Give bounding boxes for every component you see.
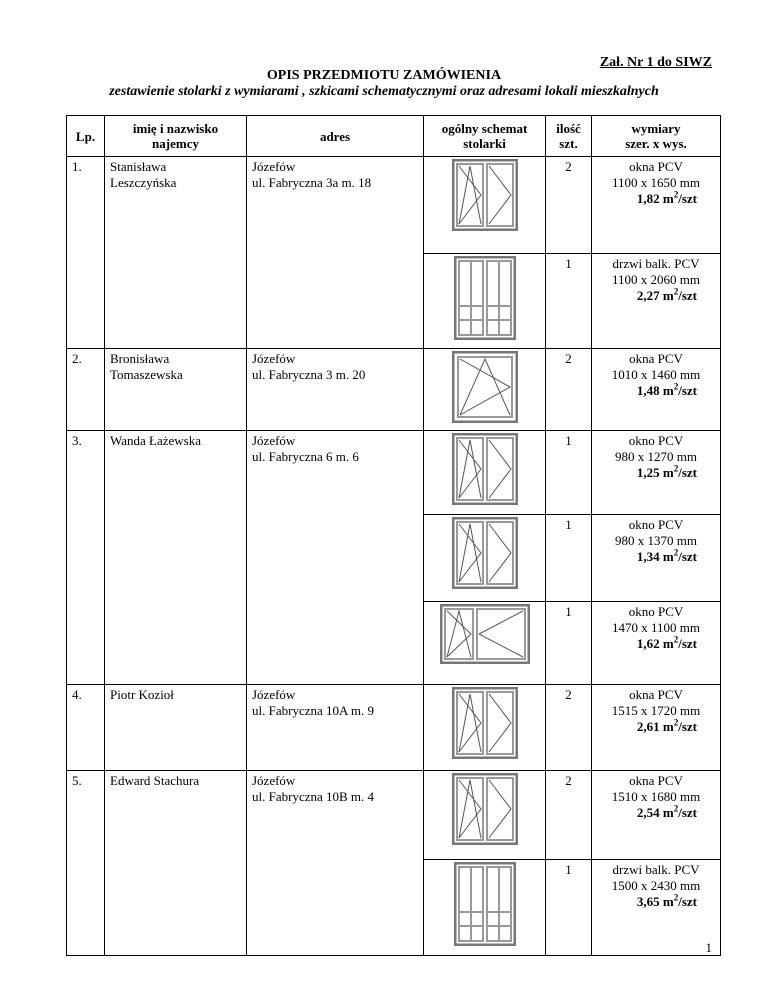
quantity: 2: [546, 685, 592, 771]
address: Józefów ul. Fabryczna 10B m. 4: [247, 771, 424, 956]
joinery-type: okno PCV: [628, 604, 684, 619]
joinery-size: 1510 x 1680 mm: [611, 789, 701, 804]
document-title: OPIS PRZEDMIOTU ZAMÓWIENIA: [266, 68, 502, 83]
tenant-name: Piotr Kozioł: [105, 685, 247, 771]
quantity: 1: [546, 602, 592, 685]
joinery-type: drzwi balk. PCV: [612, 256, 700, 271]
table-row: [67, 431, 721, 515]
header-dimensions: wymiary szer. x wys.: [592, 116, 721, 157]
table-header-row: [67, 116, 721, 157]
joinery-area: 1,25 $m^2$/szt: [636, 463, 697, 480]
joinery-size: 1010 x 1460 mm: [611, 367, 701, 382]
double-window-tilt-icon: [424, 515, 546, 602]
dimensions: [592, 771, 721, 860]
quantity: 1: [546, 254, 592, 349]
quantity: 1: [546, 431, 592, 515]
joinery-size: 1100 x 2060 mm: [612, 272, 700, 287]
page-number: 1: [705, 940, 712, 955]
dimensions: [592, 685, 721, 771]
table-body: [67, 157, 721, 956]
entry-number: 5.: [67, 771, 105, 956]
double-window-tilt-icon: [424, 685, 546, 771]
joinery-type: okno PCV: [628, 433, 684, 448]
dimensions: [592, 602, 721, 685]
balcony-door-icon: [424, 860, 546, 956]
double-window-tilt-icon: [424, 431, 546, 515]
header-scheme: ogólny schemat stolarki: [424, 116, 546, 157]
joinery-area: 1,82 $m^2$/szt: [636, 189, 697, 206]
joinery-type: okna PCV: [629, 351, 683, 366]
dimensions: [592, 431, 721, 515]
joinery-area: 1,62 $m^2$/szt: [636, 634, 697, 651]
address: Józefów ul. Fabryczna 10A m. 9: [247, 685, 424, 771]
dimensions: [592, 349, 721, 431]
address: Józefów ul. Fabryczna 6 m. 6: [247, 431, 424, 685]
header-name: imię i nazwisko najemcy: [105, 116, 247, 157]
joinery-area: 2,61 $m^2$/szt: [636, 717, 697, 734]
quantity: 2: [546, 157, 592, 254]
table-row: [67, 685, 721, 771]
joinery-size: 1470 x 1100 mm: [612, 620, 700, 635]
joinery-area: 2,27 $m^2$/szt: [636, 286, 697, 303]
joinery-type: okno PCV: [628, 517, 684, 532]
joinery-area: 1,48 $m^2$/szt: [636, 381, 697, 398]
joinery-type: drzwi balk. PCV: [612, 862, 700, 877]
joinery-size: 1515 x 1720 mm: [611, 703, 701, 718]
joinery-type: okna PCV: [629, 773, 683, 788]
address: Józefów ul. Fabryczna 3a m. 18: [247, 157, 424, 349]
quantity: 2: [546, 771, 592, 860]
entry-number: 1.: [67, 157, 105, 349]
table-row: [67, 349, 721, 431]
quantity: 2: [546, 349, 592, 431]
table-row: [67, 157, 721, 254]
entry-number: 4.: [67, 685, 105, 771]
dimensions: [592, 254, 721, 349]
joinery-area: 1,34 $m^2$/szt: [636, 547, 697, 564]
double-window-tilt-icon: [424, 771, 546, 860]
joinery-size: 980 x 1270 mm: [615, 449, 697, 464]
tenant-name: Wanda Łażewska: [105, 431, 247, 685]
tenant-name: Edward Stachura: [105, 771, 247, 956]
balcony-door-icon: [424, 254, 546, 349]
quantity: 1: [546, 515, 592, 602]
header-lp: Lp.: [67, 116, 105, 157]
joinery-type: okna PCV: [629, 159, 683, 174]
joinery-table: [66, 115, 721, 956]
document-subtitle: zestawienie stolarki z wymiarami , szkicami schematycznymi oraz adresami lokali mieszkalnych: [109, 84, 659, 99]
quantity: 1: [546, 860, 592, 956]
joinery-size: 1500 x 2430 mm: [611, 878, 701, 893]
wide-window-tilt-icon: [424, 602, 546, 685]
entry-number: 2.: [67, 349, 105, 431]
dimensions: [592, 157, 721, 254]
joinery-size: 980 x 1370 mm: [615, 533, 697, 548]
tenant-name: Stanisława Leszczyńska: [105, 157, 247, 349]
joinery-type: okna PCV: [629, 687, 683, 702]
table-row: [67, 771, 721, 860]
dimensions: [592, 860, 721, 956]
joinery-area: 3,65 $m^2$/szt: [636, 892, 697, 909]
header-qty: ilość szt.: [546, 116, 592, 157]
joinery-size: 1100 x 1650 mm: [612, 175, 700, 190]
attachment-reference: Zał. Nr 1 do SIWZ: [599, 55, 712, 70]
double-window-tilt-icon: [424, 157, 546, 254]
dimensions: [592, 515, 721, 602]
tenant-name: Bronisława Tomaszewska: [105, 349, 247, 431]
header-address: adres: [247, 116, 424, 157]
joinery-area: 2,54 $m^2$/szt: [636, 803, 697, 820]
address: Józefów ul. Fabryczna 3 m. 20: [247, 349, 424, 431]
entry-number: 3.: [67, 431, 105, 685]
single-window-tilt-icon: [424, 349, 546, 431]
